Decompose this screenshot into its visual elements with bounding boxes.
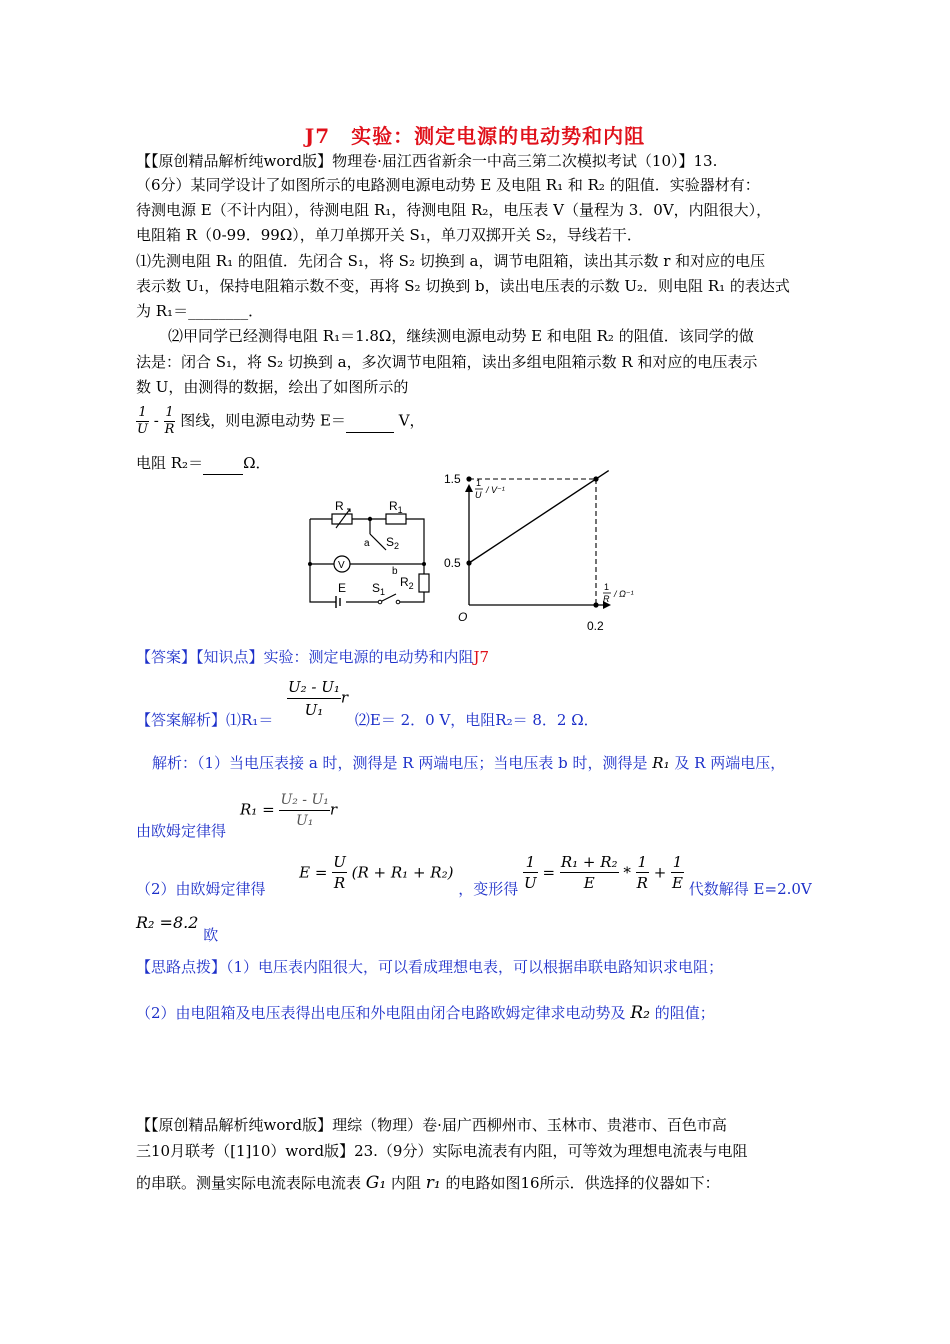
label-r1: $R_1$ — [389, 499, 403, 515]
left-wire — [310, 519, 336, 602]
r2-result: R₂ =8.2 — [136, 913, 199, 932]
q2-line-1: 【【原创精品解析纯word版】理综（物理）卷·届广西柳州市、玉林市、贵港市、百色市高 — [136, 1116, 727, 1134]
unit-volt: V， — [398, 411, 425, 430]
q1-line-3: 待测电源 E（不计内阻），待测电阻 R₁，待测电阻 R₂，电压表 V（量程为 3．0V，内阻很大）， — [136, 201, 772, 219]
x-axis-label-unit: / Ω⁻¹ — [614, 589, 634, 599]
q1-emf-question: 图线，则电源电动势 E＝ — [180, 411, 346, 430]
analysis-line-2: 由欧姆定律得 — [136, 822, 227, 840]
label-a: a — [364, 538, 370, 549]
fraction-u2-minus-u1-over-u1: $\frac{\text{U₂ - U₁}}{\text{U₁}}$ — [288, 678, 340, 719]
tips-line-2 — [136, 1002, 715, 1024]
analysis-mid-3: ，变形得 — [458, 880, 519, 898]
q1-line-4: 电阻箱 R（0-99．99Ω），单刀单掷开关 S₁，单刀双掷开关 S₂，导线若干． — [136, 226, 642, 244]
tips-text-1: （1）电压表内阻很大，可以看成理想电表，可以根据串联电路知识求电阻； — [226, 958, 724, 976]
resistor-r2 — [419, 574, 429, 592]
eq-plus: + — [653, 863, 667, 882]
eq-e-lhs: E = — [299, 863, 328, 882]
analysis-tail-3: 代数解得 E=2.0V — [688, 880, 812, 898]
tips-label: 【思路点拨】 — [136, 958, 227, 976]
junction-node-top — [368, 517, 372, 521]
junction-node-left — [308, 562, 312, 566]
data-point-end — [593, 476, 598, 481]
q1-line-11 — [136, 405, 425, 438]
switch-s2-blade — [370, 534, 386, 550]
y-tick-dot-1-5 — [466, 476, 471, 481]
answer-line-1 — [136, 646, 489, 668]
origin-label: O — [458, 610, 468, 624]
switch-s1-pivot — [378, 600, 382, 604]
x-tick-dot-0-2 — [593, 602, 598, 607]
fraction-1-over-u: $\frac{1}{U}$ — [137, 405, 148, 437]
y-axis-label-num: 1 — [476, 478, 482, 488]
dash: - — [153, 411, 159, 430]
label-s2: $S_2$ — [386, 535, 400, 551]
y-tick-label: 0.5 — [444, 556, 461, 570]
battery-e — [336, 596, 340, 608]
x-axis-label-den: R — [603, 594, 610, 604]
analysis-line-1 — [152, 752, 785, 774]
y-axis-arrowhead — [465, 484, 473, 492]
eq-e-tail: (R + R₁ + R₂) — [351, 863, 454, 882]
fraction-1-over-e: $\frac{1}{E}$ — [672, 853, 683, 892]
q1-line-6: 表示数 U₁，保持电阻箱示数不变，再将 S₂ 切换到 b，读出电压表的示数 U₂．则电阻 R₁ 的表达式 — [136, 277, 790, 295]
tips-line-1 — [136, 956, 723, 978]
var-r: r — [340, 688, 349, 707]
tips-tail-2: 的阻值； — [654, 1004, 715, 1022]
label-v: V — [338, 560, 345, 571]
q1-line-12 — [136, 452, 271, 475]
label-e: E — [338, 581, 347, 595]
answer-line-2 — [136, 709, 599, 731]
y-axis-label-unit: / V⁻¹ — [486, 485, 505, 495]
x-tick-label: 0.2 — [587, 619, 604, 633]
emf-answer-blank — [346, 410, 394, 433]
unit-ohm: Ω． — [243, 454, 271, 472]
label-s1: $S_1$ — [372, 581, 386, 597]
fraction-1-over-r-b: $\frac{1}{R}$ — [636, 853, 648, 892]
q1-line-9: 法是：闭合 S₁，将 S₂ 切换到 a，多次调节电阻箱，读出多组电阻箱示数 R 和对应的电压表示 — [136, 353, 758, 371]
fraction-1-over-u-b: $\frac{1}{U}$ — [524, 853, 537, 892]
q1-line-7: 为 R₁＝________． — [136, 302, 264, 320]
var-r1: R₁ — [652, 754, 670, 772]
analysis-text-1: 解析：（1）当电压表接 a 时，测得是 R 两端电压；当电压表 b 时，测得是 — [152, 754, 648, 772]
fraction-u2-u1: $\frac{\text{U₂ - U₁}}{\text{U₁}}$ — [280, 792, 329, 829]
page-title: J7 实验：测定电源的电动势和内阻 — [304, 124, 646, 148]
q2-line-2: 三10月联考（[1]10）word版】23.（9分）实际电流表有内阻，可等效为理想电流表与电阻 — [136, 1142, 748, 1160]
answer-knowledge: 实验：测定电源的电动势和内阻 — [263, 648, 474, 666]
tips-text-2: （2）由电阻箱及电压表得出电压和外电阻由闭合电路欧姆定律求电动势及 — [136, 1004, 626, 1022]
x-axis-label-num: 1 — [604, 582, 610, 592]
q1-line-5: ⑴先测电阻 R₁ 的阻值．先闭合 S₁，将 S₂ 切换到 a，调节电阻箱，读出其示数 r 和对应的电压 — [136, 252, 766, 270]
q2-line-3 — [136, 1172, 720, 1194]
q1-line-2: （6分）某同学设计了如图所示的电路测电源电动势 E 及电阻 R₁ 和 R₂ 的阻值．实验器材有： — [136, 176, 760, 194]
data-point-intercept — [466, 560, 471, 565]
var-r-2: r — [329, 800, 338, 819]
r2-answer-blank — [203, 452, 243, 475]
q2-text-a: 的串联。测量实际电流表际电流表 — [136, 1174, 362, 1192]
q2-text-c: 的电路如图16所示．供选择的仪器如下： — [445, 1174, 720, 1192]
label-r2: $R_2$ — [400, 575, 414, 591]
label-b: b — [392, 566, 398, 577]
q1-r2-question: 电阻 R₂＝ — [136, 454, 204, 472]
q1-line-1: 【【原创精品解析纯word版】物理卷·届江西省新余一中高三第二次模拟考试（10）】13. — [136, 152, 718, 170]
answer-part-2: ⑵E＝ 2．0 V，电阻R₂＝ 8．2 Ω． — [354, 711, 599, 729]
analysis-tail-1: 及 R 两端电压， — [674, 754, 786, 772]
var-r1-small: r₁ — [425, 1173, 441, 1193]
label-r: R — [335, 499, 344, 513]
analysis-line-3 — [136, 852, 812, 896]
answer-part-1: ⑴R₁＝ — [226, 711, 274, 729]
var-g1: G₁ — [365, 1173, 387, 1193]
unit-ou: 欧 — [203, 926, 219, 944]
q1-line-8: ⑵甲同学已经测得电阻 R₁＝1.8Ω，继续测电源电动势 E 和电阻 R₂ 的阻值．该同学的做 — [168, 327, 754, 345]
fraction-u-over-r: $\frac{U}{R}$ — [333, 853, 346, 892]
var-r2: R₂ — [630, 1003, 650, 1023]
bottom-right-wire — [398, 592, 424, 602]
resistor-r1 — [386, 514, 406, 524]
analysis-line-4 — [136, 912, 219, 944]
answer-analysis-label: 【答案解析】 — [136, 711, 227, 729]
circuit-diagram — [300, 494, 440, 616]
q1-line-10: 数 U，由测得的数据，绘出了如图所示的 — [136, 378, 409, 396]
analysis-text-3: （2）由欧姆定律得 — [136, 880, 266, 898]
answer-label: 【答案】【知识点】 — [136, 648, 264, 666]
formula-r1-lhs: R₁ = — [240, 800, 275, 819]
y-axis-label-den: U — [475, 490, 482, 500]
eq-star: * — [623, 863, 631, 882]
answer-code: J7 — [473, 648, 490, 666]
analysis-r1-formula — [240, 790, 337, 831]
graph-1u-vs-1r — [440, 470, 660, 634]
y-tick-label: 1.5 — [444, 472, 461, 486]
q2-text-b: 内阻 — [390, 1174, 421, 1192]
eq-equals: = — [542, 863, 556, 882]
fraction-r1r2-over-e: $\frac{\text{R₁ + R₂}}{E}$ — [560, 853, 618, 892]
fraction-1-over-r: $\frac{1}{R}$ — [164, 405, 175, 437]
switch-s1-contact — [396, 600, 400, 604]
